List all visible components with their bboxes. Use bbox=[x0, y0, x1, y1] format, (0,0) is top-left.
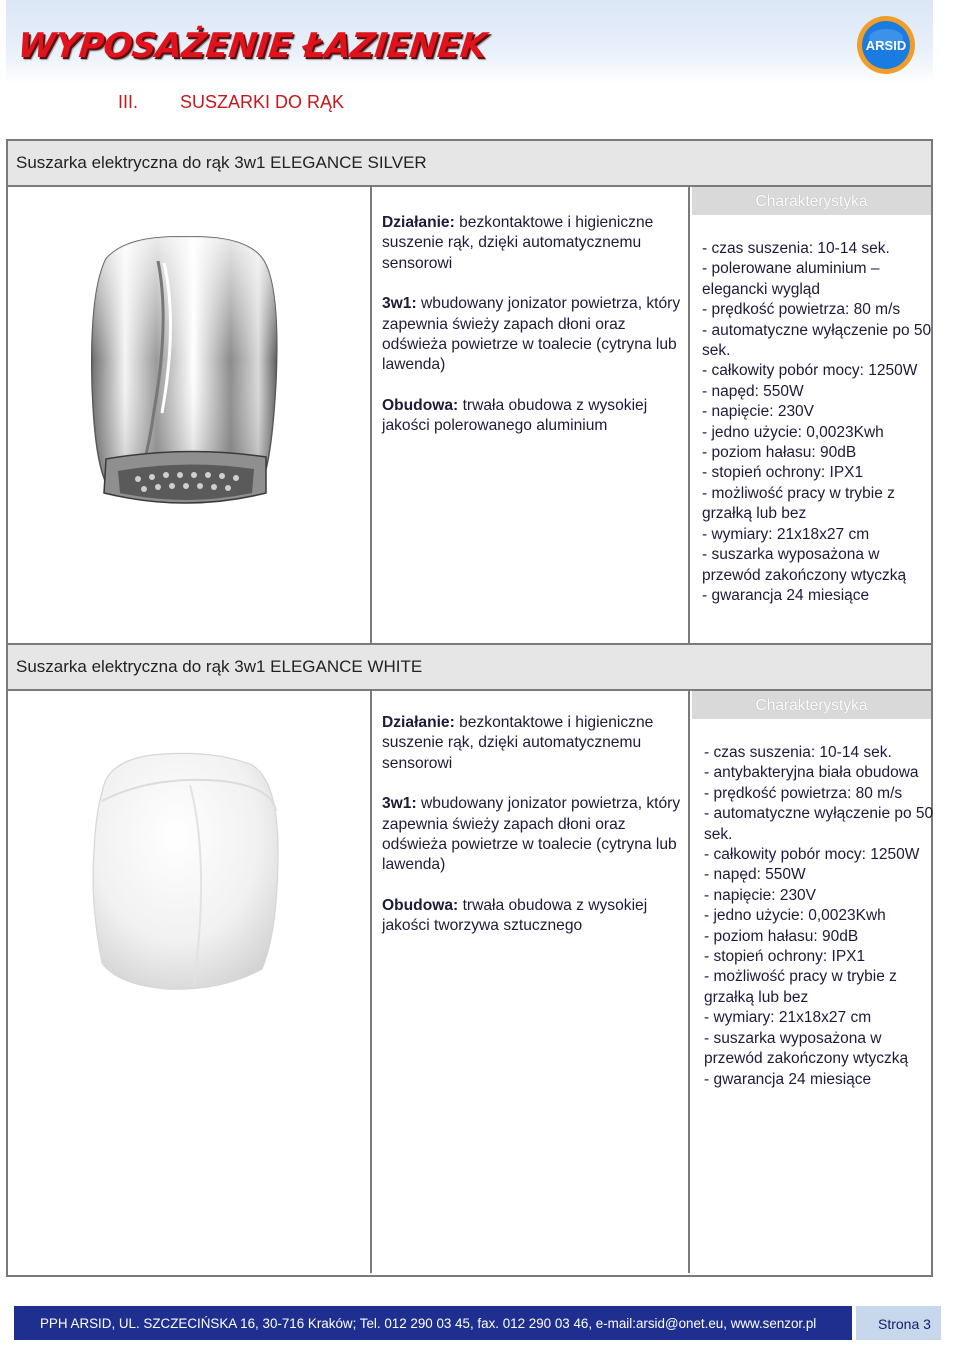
spec-item: - stopień ochrony: IPX1 bbox=[704, 948, 866, 966]
product-card-white bbox=[6, 645, 933, 1277]
spec-item: - gwarancja 24 miesiące bbox=[704, 1070, 872, 1088]
header-banner bbox=[6, 0, 933, 84]
spec-list bbox=[702, 239, 934, 606]
desc-housing: Obudowa: trwała obudowa z wysokiej jakości polerowanego aluminium bbox=[382, 396, 648, 435]
spec-item: - jedno użycie: 0,0023Kwh bbox=[704, 907, 886, 925]
desc-action: Działanie: bezkontaktowe i higieniczne suszenie rąk, dzięki automatycznemu sensorowi bbox=[382, 714, 654, 772]
spec-item: - czas suszenia: 10-14 sek. bbox=[704, 744, 892, 761]
spec-item: - gwarancja 24 miesiące bbox=[702, 586, 870, 604]
product-name: Suszarka elektryczna do rąk 3w1 ELEGANCE WHITE bbox=[8, 645, 931, 691]
spec-item: - czas suszenia: 10-14 sek. bbox=[702, 240, 890, 257]
spec-item: - suszarka wyposażona w przewód zakończony wtyczką bbox=[702, 546, 907, 584]
desc-3in1: 3w1: wbudowany jonizator powietrza, który zapewnia świeży zapach dłoni oraz odświeża powietrze w toalecie (cytryna lub lawenda) bbox=[382, 295, 681, 374]
spec-item: - napęd: 550W bbox=[702, 382, 804, 400]
product-description-cell bbox=[374, 187, 690, 643]
spec-item: - całkowity pobór mocy: 1250W bbox=[702, 362, 918, 380]
section-title: SUSZARKI DO RĄK bbox=[180, 92, 345, 112]
spec-item: - wymiary: 21x18x27 cm bbox=[704, 1009, 872, 1027]
logo-text: ARSID bbox=[865, 38, 907, 53]
spec-item: - stopień ochrony: IPX1 bbox=[702, 464, 864, 482]
spec-item: - wymiary: 21x18x27 cm bbox=[702, 525, 870, 543]
product-spec-cell bbox=[692, 187, 931, 643]
desc-housing: Obudowa: trwała obudowa z wysokiej jakości tworzywa sztucznego bbox=[382, 896, 648, 935]
section-number: III. bbox=[118, 92, 139, 112]
spec-list bbox=[704, 743, 936, 1090]
spec-item: - możliwość pracy w trybie z grzałką lub bez bbox=[704, 968, 897, 1006]
product-card-silver bbox=[6, 139, 933, 645]
spec-item: - jedno użycie: 0,0023Kwh bbox=[702, 423, 884, 441]
footer-contact: PPH ARSID, UL. SZCZECIŃSKA 16, 30-716 Kraków; Tel. 012 290 03 45, fax. 012 290 03 46, e-mail:arsid@onet.eu, www.senzor.pl bbox=[14, 1306, 852, 1340]
spec-header: Charakterystyka bbox=[692, 187, 931, 215]
white-hand-dryer-image bbox=[72, 741, 292, 1001]
spec-item: - automatyczne wyłączenie po 50 sek. bbox=[704, 805, 934, 843]
spec-item: - całkowity pobór mocy: 1250W bbox=[704, 846, 920, 864]
product-image-cell bbox=[8, 187, 372, 643]
desc-3in1: 3w1: wbudowany jonizator powietrza, który zapewnia świeży zapach dłoni oraz odświeża powietrze w toalecie (cytryna lub lawenda) bbox=[382, 795, 681, 874]
catalog-title: WYPOSAŻENIE ŁAZIENEK bbox=[15, 26, 489, 66]
spec-item: - suszarka wyposażona w przewód zakończony wtyczką bbox=[704, 1029, 909, 1068]
product-description-cell bbox=[374, 691, 690, 1273]
spec-item: - możliwość pracy w trybie z grzałką lub bez bbox=[702, 484, 895, 523]
spec-item: - poziom hałasu: 90dB bbox=[702, 444, 857, 462]
product-name: Suszarka elektryczna do rąk 3w1 ELEGANCE SILVER bbox=[8, 141, 931, 187]
spec-item: - prędkość powietrza: 80 m/s bbox=[702, 301, 901, 319]
product-image-cell bbox=[8, 691, 372, 1273]
silver-hand-dryer-image bbox=[66, 231, 306, 521]
spec-header: Charakterystyka bbox=[692, 691, 931, 719]
spec-item: - napięcie: 230V bbox=[702, 403, 815, 421]
spec-item: - napięcie: 230V bbox=[704, 886, 817, 904]
spec-item: - antybakteryjna biała obudowa bbox=[704, 764, 919, 782]
page-number: Strona 3 bbox=[856, 1306, 941, 1340]
desc-action: Działanie: bezkontaktowe i higieniczne suszenie rąk, dzięki automatycznemu sensorowi bbox=[382, 214, 654, 272]
spec-item: - polerowane aluminium – elegancki wygląd bbox=[702, 260, 880, 298]
spec-item: - prędkość powietrza: 80 m/s bbox=[704, 784, 903, 802]
spec-item: - napęd: 550W bbox=[704, 866, 806, 884]
spec-item: - poziom hałasu: 90dB bbox=[704, 927, 859, 945]
arsid-logo bbox=[854, 14, 918, 76]
section-heading bbox=[118, 92, 344, 113]
spec-item: - automatyczne wyłączenie po 50 sek. bbox=[702, 321, 932, 360]
product-spec-cell bbox=[692, 691, 934, 1273]
